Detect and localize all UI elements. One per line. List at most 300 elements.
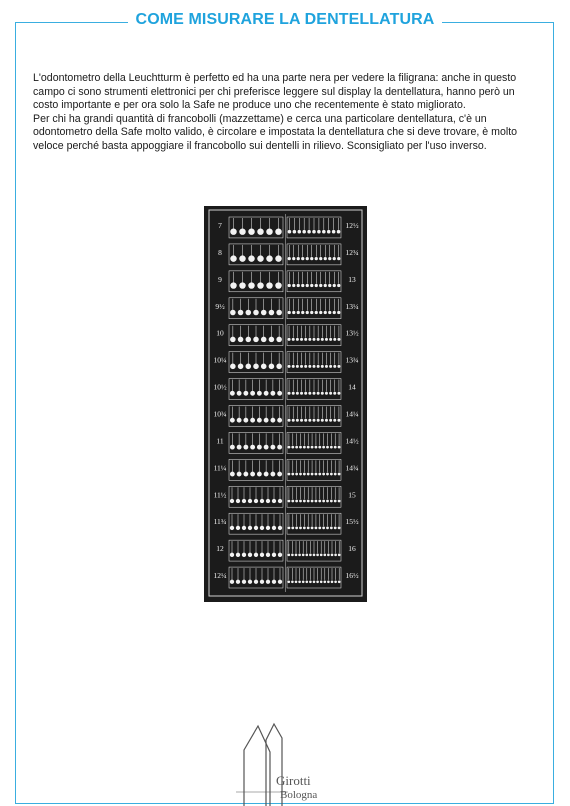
logo-name: Girotti — [276, 773, 311, 788]
gauge-perforation-dot — [298, 230, 302, 234]
gauge-perforation-dot — [250, 418, 255, 423]
gauge-perforation-dot — [300, 338, 303, 341]
gauge-perforation-dot — [272, 553, 276, 557]
gauge-perforation-dot — [297, 284, 300, 287]
gauge-perforation-dot — [275, 255, 281, 261]
gauge-perforation-dot — [257, 391, 262, 396]
gauge-perforation-dot — [315, 311, 318, 314]
gauge-perforation-dot — [243, 445, 248, 450]
paragraph-safe: Per chi ha grandi quantità di francobolli (mazzettame) e cerca una particolare dentellatura, c'è un odontometro della Safe molto valido, è circolare e impostata la dentellatura che si deve trovare, è molto veloce perché basta appoggiare il francobollo sui dentelli in rilievo. Sconsigliato per l'uso inverso. — [33, 112, 518, 152]
gauge-perforation-dot — [300, 392, 303, 395]
gauge-perforation-dot — [304, 392, 307, 395]
gauge-perforation-dot — [257, 445, 262, 450]
gauge-left-label: 11½ — [213, 490, 227, 500]
gauge-perforation-dot — [250, 472, 255, 477]
gauge-perforation-dot — [313, 392, 316, 395]
gauge-perforation-dot — [288, 419, 291, 422]
gauge-perforation-dot — [324, 311, 327, 314]
gauge-perforation-dot — [310, 284, 313, 287]
gauge-perforation-dot — [304, 338, 307, 341]
girotti-logo — [230, 722, 350, 806]
gauge-perforation-dot — [322, 500, 325, 503]
gauge-left-label: 11¼ — [213, 463, 227, 473]
gauge-perforation-dot — [315, 527, 318, 530]
gauge-perforation-dot — [250, 391, 255, 396]
gauge-perforation-dot — [242, 526, 246, 530]
gauge-perforation-dot — [337, 365, 340, 368]
gauge-perforation-dot — [334, 446, 337, 449]
gauge-perforation-dot — [238, 310, 244, 316]
gauge-perforation-dot — [292, 419, 295, 422]
gauge-perforation-dot — [338, 527, 341, 530]
gauge-perforation-dot — [248, 255, 254, 261]
gauge-perforation-dot — [313, 338, 316, 341]
gauge-perforation-dot — [296, 419, 299, 422]
gauge-perforation-dot — [324, 257, 327, 260]
gauge-perforation-dot — [338, 554, 341, 557]
gauge-perforation-dot — [276, 364, 282, 370]
gauge-perforation-dot — [236, 526, 240, 530]
gauge-left-label: 8 — [218, 247, 222, 257]
gauge-perforation-dot — [306, 580, 309, 583]
gauge-left-label: 9 — [218, 274, 222, 284]
gauge-perforation-dot — [298, 554, 301, 557]
gauge-perforation-dot — [237, 472, 242, 477]
gauge-left-label: 9½ — [215, 301, 225, 311]
gauge-perforation-dot — [292, 338, 295, 341]
gauge-perforation-dot — [319, 257, 322, 260]
gauge-perforation-dot — [310, 257, 313, 260]
gauge-perforation-dot — [318, 473, 321, 476]
gauge-perforation-dot — [302, 230, 306, 234]
gauge-perforation-dot — [313, 419, 316, 422]
gauge-perforation-dot — [257, 255, 263, 261]
gauge-perforation-dot — [291, 473, 294, 476]
gauge-perforation-dot — [310, 311, 313, 314]
gauge-perforation-dot — [337, 338, 340, 341]
gauge-perforation-dot — [330, 527, 333, 530]
gauge-perforation-dot — [303, 446, 306, 449]
gauge-perforation-dot — [230, 445, 235, 450]
gauge-perforation-dot — [306, 284, 309, 287]
gauge-perforation-dot — [304, 419, 307, 422]
gauge-perforation-dot — [334, 473, 337, 476]
gauge-perforation-dot — [324, 580, 327, 583]
gauge-perforation-dot — [266, 553, 270, 557]
gauge-right-label: 15 — [348, 490, 356, 500]
gauge-perforation-dot — [239, 282, 245, 288]
gauge-perforation-dot — [327, 580, 330, 583]
gauge-perforation-dot — [270, 418, 275, 423]
gauge-perforation-dot — [291, 446, 294, 449]
gauge-right-label: 12¾ — [345, 247, 359, 257]
gauge-perforation-dot — [261, 310, 267, 316]
gauge-perforation-dot — [237, 418, 242, 423]
gauge-right-label: 16½ — [345, 571, 359, 581]
gauge-perforation-dot — [239, 255, 245, 261]
gauge-perforation-dot — [230, 391, 235, 396]
gauge-perforation-dot — [275, 282, 281, 288]
gauge-perforation-dot — [321, 365, 324, 368]
gauge-right-label: 13¾ — [345, 355, 359, 365]
gauge-perforation-dot — [333, 284, 336, 287]
gauge-perforation-dot — [266, 255, 272, 261]
gauge-perforation-dot — [324, 554, 327, 557]
gauge-perforation-dot — [295, 500, 298, 503]
gauge-perforation-dot — [334, 500, 337, 503]
gauge-perforation-dot — [333, 365, 336, 368]
gauge-perforation-dot — [312, 230, 316, 234]
gauge-right-label: 13¼ — [345, 301, 359, 311]
gauge-perforation-dot — [230, 337, 236, 343]
gauge-perforation-dot — [320, 580, 323, 583]
gauge-perforation-dot — [243, 472, 248, 477]
gauge-perforation-dot — [292, 392, 295, 395]
gauge-perforation-dot — [230, 472, 235, 477]
gauge-perforation-dot — [264, 472, 269, 477]
gauge-perforation-dot — [230, 580, 234, 584]
gauge-perforation-dot — [277, 391, 282, 396]
gauge-perforation-dot — [264, 391, 269, 396]
gauge-perforation-dot — [337, 311, 340, 314]
gauge-perforation-dot — [295, 554, 298, 557]
paragraph-leuchtturm: L'odontometro della Leuchtturm è perfetto ed ha una parte nera per vedere la filigrana: anche in questo campo ci sono strumenti elettronici per chi preferisce leggere sul display la dentellatura, hanno però un costo importante e per ora solo la Safe ne produce uno che recentemente è stato migliorato. — [33, 72, 517, 112]
gauge-perforation-dot — [269, 310, 275, 316]
gauge-perforation-dot — [230, 553, 234, 557]
gauge-perforation-dot — [300, 419, 303, 422]
gauge-perforation-dot — [261, 337, 267, 343]
gauge-perforation-dot — [331, 580, 334, 583]
gauge-perforation-dot — [243, 391, 248, 396]
gauge-perforation-dot — [243, 418, 248, 423]
gauge-perforation-dot — [257, 472, 262, 477]
gauge-perforation-dot — [246, 310, 252, 316]
gauge-perforation-dot — [308, 419, 311, 422]
gauge-perforation-dot — [337, 284, 340, 287]
gauge-perforation-dot — [334, 580, 337, 583]
gauge-perforation-dot — [288, 580, 291, 583]
gauge-perforation-dot — [306, 554, 309, 557]
gauge-perforation-dot — [337, 392, 340, 395]
page-title: COME MISURARE LA DENTELLATURA — [128, 11, 443, 29]
gauge-perforation-dot — [242, 580, 246, 584]
gauge-perforation-dot — [238, 337, 244, 343]
gauge-perforation-dot — [302, 554, 305, 557]
gauge-perforation-dot — [334, 527, 337, 530]
gauge-perforation-dot — [270, 445, 275, 450]
gauge-perforation-dot — [333, 392, 336, 395]
gauge-perforation-dot — [264, 418, 269, 423]
gauge-perforation-dot — [254, 580, 258, 584]
gauge-perforation-dot — [266, 526, 270, 530]
gauge-perforation-dot — [299, 500, 302, 503]
gauge-perforation-dot — [260, 553, 264, 557]
gauge-right-label: 14½ — [345, 436, 359, 446]
gauge-perforation-dot — [303, 500, 306, 503]
gauge-right-label: 15½ — [345, 517, 359, 527]
gauge-perforation-dot — [318, 500, 321, 503]
gauge-perforation-dot — [236, 499, 240, 503]
gauge-perforation-dot — [308, 392, 311, 395]
gauge-perforation-dot — [311, 500, 314, 503]
gauge-perforation-dot — [329, 419, 332, 422]
gauge-perforation-dot — [338, 473, 341, 476]
gauge-perforation-dot — [328, 311, 331, 314]
gauge-perforation-dot — [292, 311, 295, 314]
gauge-perforation-dot — [250, 445, 255, 450]
gauge-perforation-dot — [296, 365, 299, 368]
gauge-perforation-dot — [296, 338, 299, 341]
gauge-perforation-dot — [266, 228, 272, 234]
gauge-perforation-dot — [326, 446, 329, 449]
gauge-perforation-dot — [292, 365, 295, 368]
gauge-perforation-dot — [246, 364, 252, 370]
gauge-perforation-dot — [317, 419, 320, 422]
gauge-perforation-dot — [238, 364, 244, 370]
gauge-perforation-dot — [288, 257, 291, 260]
gauge-perforation-dot — [297, 311, 300, 314]
gauge-perforation-dot — [327, 230, 331, 234]
gauge-left-label: 10¾ — [213, 409, 227, 419]
gauge-perforation-dot — [295, 527, 298, 530]
gauge-perforation-dot — [288, 527, 291, 530]
gauge-perforation-dot — [299, 473, 302, 476]
gauge-perforation-dot — [264, 445, 269, 450]
gauge-perforation-dot — [257, 282, 263, 288]
gauge-perforation-dot — [242, 499, 246, 503]
gauge-perforation-dot — [230, 310, 236, 316]
gauge-perforation-dot — [236, 553, 240, 557]
gauge-perforation-dot — [333, 419, 336, 422]
gauge-right-label: 13 — [348, 274, 356, 284]
gauge-perforation-dot — [288, 392, 291, 395]
gauge-perforation-dot — [288, 311, 291, 314]
gauge-perforation-dot — [318, 527, 321, 530]
gauge-perforation-dot — [320, 554, 323, 557]
title-bar — [0, 11, 570, 29]
gauge-perforation-dot — [253, 364, 259, 370]
gauge-perforation-dot — [333, 257, 336, 260]
gauge-perforation-dot — [307, 500, 310, 503]
gauge-perforation-dot — [295, 473, 298, 476]
gauge-perforation-dot — [260, 499, 264, 503]
gauge-perforation-dot — [311, 446, 314, 449]
gauge-perforation-dot — [288, 284, 291, 287]
gauge-perforation-dot — [291, 527, 294, 530]
gauge-perforation-dot — [330, 473, 333, 476]
gauge-perforation-dot — [296, 392, 299, 395]
gauge-perforation-dot — [301, 284, 304, 287]
gauge-perforation-dot — [276, 337, 282, 343]
gauge-perforation-dot — [253, 337, 259, 343]
gauge-perforation-dot — [288, 446, 291, 449]
gauge-perforation-dot — [269, 364, 275, 370]
gauge-perforation-dot — [329, 365, 332, 368]
gauge-perforation-dot — [326, 473, 329, 476]
gauge-perforation-dot — [302, 580, 305, 583]
gauge-perforation-dot — [254, 526, 258, 530]
gauge-perforation-dot — [266, 499, 270, 503]
gauge-perforation-dot — [270, 391, 275, 396]
gauge-perforation-dot — [230, 499, 234, 503]
gauge-perforation-dot — [338, 500, 341, 503]
gauge-perforation-dot — [304, 365, 307, 368]
gauge-perforation-dot — [300, 365, 303, 368]
gauge-perforation-dot — [301, 257, 304, 260]
gauge-perforation-dot — [321, 419, 324, 422]
gauge-perforation-dot — [292, 257, 295, 260]
gauge-perforation-dot — [266, 580, 270, 584]
gauge-perforation-dot — [338, 446, 341, 449]
gauge-perforation-dot — [332, 230, 336, 234]
gauge-perforation-dot — [272, 580, 276, 584]
gauge-perforation-dot — [309, 580, 312, 583]
gauge-perforation-dot — [307, 446, 310, 449]
gauge-perforation-dot — [253, 310, 259, 316]
gauge-perforation-dot — [324, 284, 327, 287]
gauge-perforation-dot — [307, 527, 310, 530]
gauge-perforation-dot — [330, 500, 333, 503]
gauge-right-label: 14¾ — [345, 463, 359, 473]
gauge-perforation-dot — [248, 553, 252, 557]
gauge-perforation-dot — [248, 228, 254, 234]
gauge-perforation-dot — [260, 580, 264, 584]
gauge-perforation-dot — [325, 392, 328, 395]
gauge-left-label: 12 — [216, 544, 224, 554]
gauge-perforation-dot — [277, 472, 282, 477]
gauge-perforation-dot — [322, 527, 325, 530]
gauge-left-label: 11¾ — [213, 517, 227, 527]
gauge-right-label: 14 — [348, 382, 356, 392]
gauge-perforation-dot — [313, 554, 316, 557]
gauge-perforation-dot — [237, 445, 242, 450]
gauge-perforation-dot — [248, 580, 252, 584]
gauge-perforation-dot — [319, 284, 322, 287]
gauge-perforation-dot — [326, 500, 329, 503]
gauge-perforation-dot — [291, 580, 294, 583]
gauge-perforation-dot — [322, 473, 325, 476]
gauge-perforation-dot — [325, 419, 328, 422]
gauge-perforation-dot — [331, 554, 334, 557]
gauge-perforation-dot — [317, 365, 320, 368]
gauge-perforation-dot — [299, 446, 302, 449]
gauge-perforation-dot — [333, 338, 336, 341]
gauge-perforation-dot — [311, 473, 314, 476]
gauge-perforation-dot — [301, 311, 304, 314]
gauge-left-label: 7 — [218, 221, 222, 230]
gauge-perforation-dot — [315, 446, 318, 449]
gauge-perforation-dot — [288, 338, 291, 341]
gauge-perforation-dot — [278, 553, 282, 557]
gauge-perforation-dot — [322, 446, 325, 449]
gauge-perforation-dot — [322, 230, 326, 234]
gauge-perforation-dot — [299, 527, 302, 530]
gauge-right-label: 14¼ — [345, 409, 359, 419]
gauge-perforation-dot — [237, 391, 242, 396]
gauge-right-label: 12½ — [345, 221, 359, 230]
gauge-perforation-dot — [317, 230, 321, 234]
gauge-perforation-dot — [261, 364, 267, 370]
gauge-perforation-dot — [278, 526, 282, 530]
gauge-perforation-dot — [325, 338, 328, 341]
gauge-perforation-dot — [328, 257, 331, 260]
gauge-perforation-dot — [230, 282, 236, 288]
gauge-perforation-dot — [230, 228, 236, 234]
gauge-perforation-dot — [315, 500, 318, 503]
gauge-perforation-dot — [272, 526, 276, 530]
gauge-perforation-dot — [315, 257, 318, 260]
gauge-perforation-dot — [337, 230, 341, 234]
gauge-perforation-dot — [308, 338, 311, 341]
gauge-perforation-dot — [313, 365, 316, 368]
gauge-right-label: 13½ — [345, 328, 359, 338]
gauge-perforation-dot — [295, 446, 298, 449]
gauge-perforation-dot — [254, 553, 258, 557]
gauge-perforation-dot — [317, 338, 320, 341]
gauge-perforation-dot — [297, 257, 300, 260]
gauge-perforation-dot — [321, 338, 324, 341]
gauge-perforation-dot — [326, 527, 329, 530]
gauge-perforation-dot — [306, 257, 309, 260]
gauge-perforation-dot — [288, 230, 292, 234]
gauge-perforation-dot — [309, 554, 312, 557]
gauge-perforation-dot — [295, 580, 298, 583]
gauge-left-label: 11 — [216, 436, 224, 446]
gauge-perforation-dot — [329, 338, 332, 341]
gauge-perforation-dot — [327, 554, 330, 557]
gauge-perforation-dot — [276, 310, 282, 316]
gauge-perforation-dot — [303, 527, 306, 530]
gauge-perforation-dot — [307, 473, 310, 476]
gauge-perforation-dot — [329, 392, 332, 395]
gauge-perforation-dot — [337, 257, 340, 260]
gauge-perforation-dot — [311, 527, 314, 530]
gauge-perforation-dot — [315, 473, 318, 476]
gauge-perforation-dot — [248, 526, 252, 530]
gauge-perforation-dot — [319, 311, 322, 314]
gauge-perforation-dot — [325, 365, 328, 368]
gauge-perforation-dot — [246, 337, 252, 343]
gauge-perforation-dot — [288, 473, 291, 476]
gauge-perforation-dot — [275, 228, 281, 234]
gauge-perforation-dot — [313, 580, 316, 583]
gauge-perforation-dot — [257, 418, 262, 423]
body-text — [33, 72, 528, 154]
logo-city: Bologna — [280, 789, 318, 801]
perforation-gauge-image — [204, 206, 367, 602]
gauge-perforation-dot — [306, 311, 309, 314]
gauge-perforation-dot — [316, 580, 319, 583]
gauge-perforation-dot — [316, 554, 319, 557]
gauge-perforation-dot — [298, 580, 301, 583]
gauge-perforation-dot — [257, 228, 263, 234]
gauge-perforation-dot — [277, 418, 282, 423]
gauge-perforation-dot — [293, 230, 297, 234]
gauge-perforation-dot — [328, 284, 331, 287]
gauge-perforation-dot — [303, 473, 306, 476]
gauge-perforation-dot — [337, 419, 340, 422]
gauge-perforation-dot — [288, 500, 291, 503]
gauge-perforation-dot — [321, 392, 324, 395]
gauge-perforation-dot — [333, 311, 336, 314]
gauge-perforation-dot — [239, 228, 245, 234]
gauge-left-label: 10¼ — [213, 355, 227, 365]
gauge-perforation-dot — [334, 554, 337, 557]
gauge-left-label: 10 — [216, 328, 224, 338]
gauge-perforation-dot — [270, 472, 275, 477]
gauge-perforation-dot — [236, 580, 240, 584]
gauge-left-label: 10½ — [213, 382, 227, 392]
